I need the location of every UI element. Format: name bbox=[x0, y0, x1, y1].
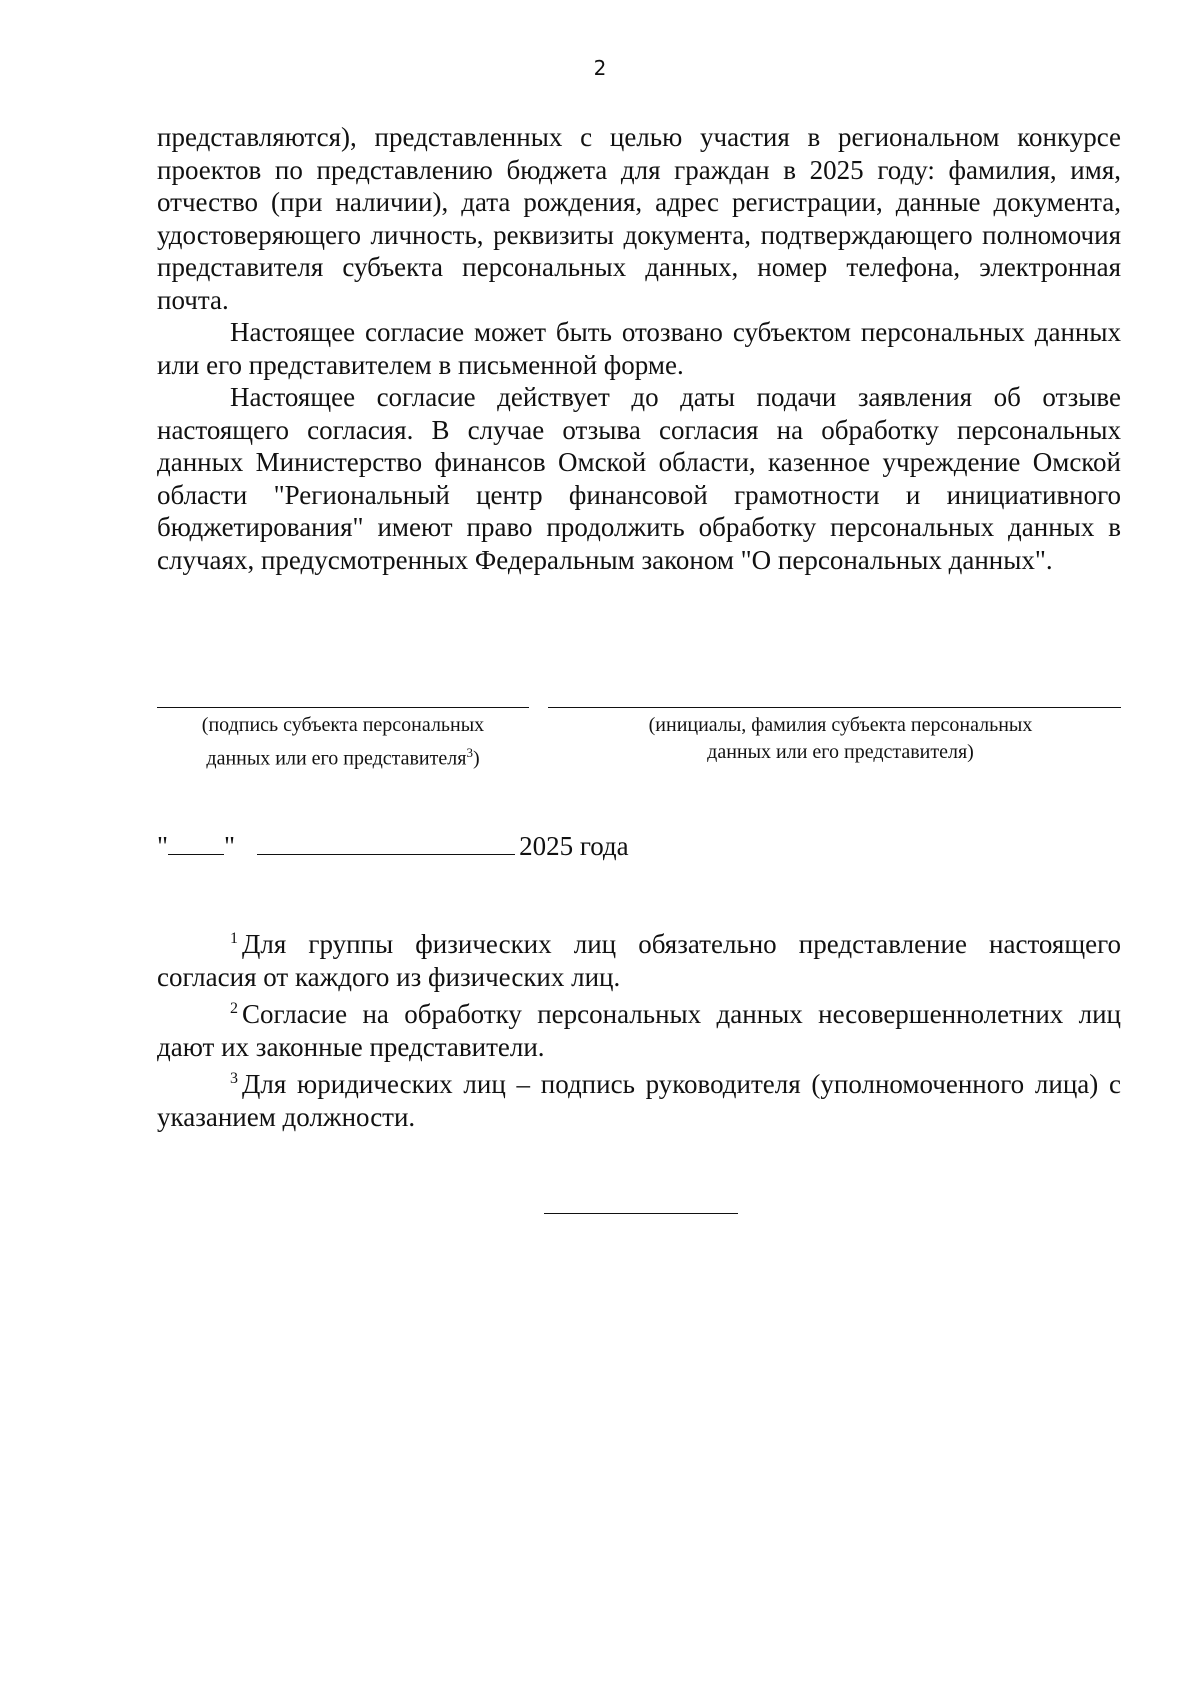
footnote-2 bbox=[157, 993, 1121, 1063]
name-caption-line2: данных или его представителя) bbox=[707, 741, 974, 763]
date-field bbox=[157, 830, 629, 862]
consent-body bbox=[157, 121, 1121, 576]
signature-line bbox=[157, 707, 529, 708]
signature-caption bbox=[157, 712, 529, 773]
end-of-document-rule bbox=[544, 1213, 738, 1214]
name-caption-line1: (инициалы, фамилия субъекта персональных bbox=[648, 714, 1033, 736]
footnote-mark-3: 3 bbox=[230, 1070, 238, 1087]
paragraph-revocation: Настоящее согласие может быть отозвано субъектом персональных данных или его представителем в письменной форме. bbox=[157, 317, 1121, 380]
footnotes bbox=[157, 923, 1121, 1133]
date-close-quote: " bbox=[224, 831, 236, 861]
footnote-1 bbox=[157, 923, 1121, 993]
month-blank bbox=[257, 832, 515, 855]
footnote-text-2: Согласие на обработку персональных данных несовершеннолетних лиц дают их законные представители. bbox=[157, 999, 1121, 1062]
footnote-mark-1: 1 bbox=[230, 930, 238, 947]
name-caption bbox=[560, 712, 1121, 766]
footnote-3 bbox=[157, 1063, 1121, 1133]
day-blank bbox=[168, 832, 224, 855]
footnote-ref-3: 3 bbox=[466, 745, 473, 760]
date-year: 2025 года bbox=[519, 831, 629, 861]
name-line bbox=[548, 707, 1121, 708]
paragraph-validity: Настоящее согласие действует до даты подачи заявления об отзыве настоящего согласия. В случае отзыва согласия на обработку персональных данных Министерство финансов Омской области, казенное учреждение Омской области "Региональный центр финансовой грамотности и инициативного бюджетирования" имеют право продолжить обработку персональных данных в случаях, предусмотренных Федеральным законом "О персональных данных". bbox=[157, 382, 1121, 575]
date-open-quote: " bbox=[157, 831, 169, 861]
footnote-text-1: Для группы физических лиц обязательно представление настоящего согласия от каждого из физических лиц. bbox=[157, 929, 1121, 992]
page-number: 2 bbox=[593, 56, 607, 80]
signature-caption-close: ) bbox=[472, 747, 480, 770]
signature-caption-text: данных или его представителя bbox=[206, 747, 467, 770]
paragraph-personal-data-list: представляются), представленных с целью участия в региональном конкурсе проектов по представлению бюджета для граждан в 2025 году: фамилия, имя, отчество (при наличии), дата рождения, адрес регистрации, данные документа, удостоверяющего личность, реквизиты документа, подтверждающего полномочия представителя субъекта персональных данных, номер телефона, электронная почта. bbox=[157, 122, 1121, 315]
signature-caption-line2 bbox=[157, 739, 529, 773]
signature-caption-line1: (подпись субъекта персональных bbox=[201, 714, 485, 736]
footnote-mark-2: 2 bbox=[230, 1000, 238, 1017]
footnote-text-3: Для юридических лиц – подпись руководителя (уполномоченного лица) с указанием должности. bbox=[157, 1069, 1121, 1132]
